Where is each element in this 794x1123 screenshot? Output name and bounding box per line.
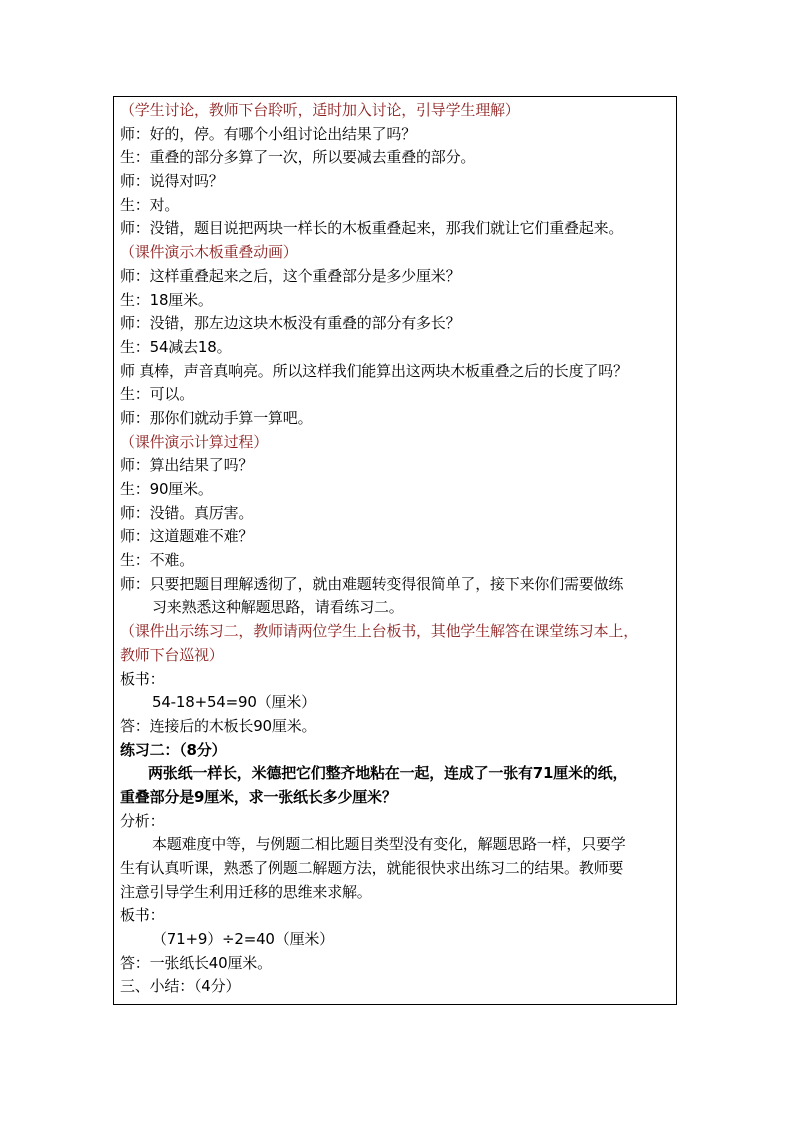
board-label: 板书： bbox=[120, 906, 165, 925]
dialogue-line: 师：这道题难不难？ bbox=[120, 527, 254, 546]
analysis-text: 生有认真听课，熟悉了例题二解题方法，就能很快求出练习二的结果。教师要 bbox=[120, 859, 624, 877]
analysis-text: 本题难度中等，与例题二相比题目类型没有变化，解题思路一样，只要学 bbox=[152, 835, 626, 854]
dialogue-line: 生：18厘米。 bbox=[120, 290, 213, 309]
stage-direction: （课件出示练习二，教师请两位学生上台板书，其他学生解答在课堂练习本上， bbox=[120, 622, 639, 641]
board-equation: （71+9）÷2=40（厘米） bbox=[152, 930, 334, 949]
exercise-problem: 重叠部分是9厘米，求一张纸长多少厘米？ bbox=[120, 787, 397, 806]
dialogue-line: 师：没错，题目说把两块一样长的木板重叠起来，那我们就让它们重叠起来。 bbox=[120, 219, 624, 238]
dialogue-line: 生：54减去18。 bbox=[120, 337, 232, 356]
stage-direction: （学生讨论，教师下台聆听，适时加入讨论，引导学生理解） bbox=[120, 101, 520, 119]
dialogue-line: 生：可以。 bbox=[120, 385, 195, 404]
analysis-label: 分析： bbox=[120, 811, 165, 830]
dialogue-line: 师：说得对吗？ bbox=[120, 172, 224, 191]
dialogue-line: 师：没错。真厉害。 bbox=[120, 503, 254, 522]
section-heading: 三、小结：（4分） bbox=[120, 977, 241, 996]
dialogue-line: 师：好的，停。有哪个小组讨论出结果了吗？ bbox=[120, 124, 417, 143]
analysis-text: 注意引导学生利用迁移的思维来求解。 bbox=[120, 882, 372, 901]
dialogue-line: 习来熟悉这种解题思路，请看练习二。 bbox=[152, 598, 404, 617]
exercise-heading: 练习二：（8分） bbox=[120, 740, 227, 759]
dialogue-line: 师：那你们就动手算一算吧。 bbox=[120, 408, 313, 427]
dialogue-line: 师：只要把题目理解透彻了，就由难题转变得很简单了，接下来你们需要做练 bbox=[120, 574, 624, 593]
dialogue-line: 师：没错，那左边这块木板没有重叠的部分有多长？ bbox=[120, 314, 461, 333]
stage-direction: （课件演示计算过程） bbox=[120, 432, 269, 451]
exercise-problem: 两张纸一样长，米德把它们整齐地粘在一起，连成了一张有71厘米的纸， bbox=[148, 764, 628, 783]
document-table-cell bbox=[113, 96, 677, 1005]
answer-line: 答：连接后的木板长90厘米。 bbox=[120, 716, 317, 735]
answer-line: 答：一张纸长40厘米。 bbox=[120, 953, 272, 972]
dialogue-line: 生：90厘米。 bbox=[120, 480, 213, 498]
dialogue-line: 生：不难。 bbox=[120, 551, 195, 570]
dialogue-line: 生：重叠的部分多算了一次，所以要减去重叠的部分。 bbox=[120, 148, 476, 167]
board-label: 板书： bbox=[120, 669, 165, 688]
document-content bbox=[120, 99, 676, 999]
stage-direction: （课件演示木板重叠动画） bbox=[120, 243, 298, 262]
dialogue-line: 师 真棒，声音真响亮。所以这样我们能算出这两块木板重叠之后的长度了吗？ bbox=[120, 361, 628, 380]
dialogue-line: 生：对。 bbox=[120, 195, 180, 214]
dialogue-line: 师：算出结果了吗？ bbox=[120, 456, 254, 475]
board-equation: 54-18+54=90（厘米） bbox=[152, 693, 316, 712]
dialogue-line: 师：这样重叠起来之后，这个重叠部分是多少厘米？ bbox=[120, 266, 461, 285]
stage-direction: 教师下台巡视） bbox=[120, 645, 224, 664]
